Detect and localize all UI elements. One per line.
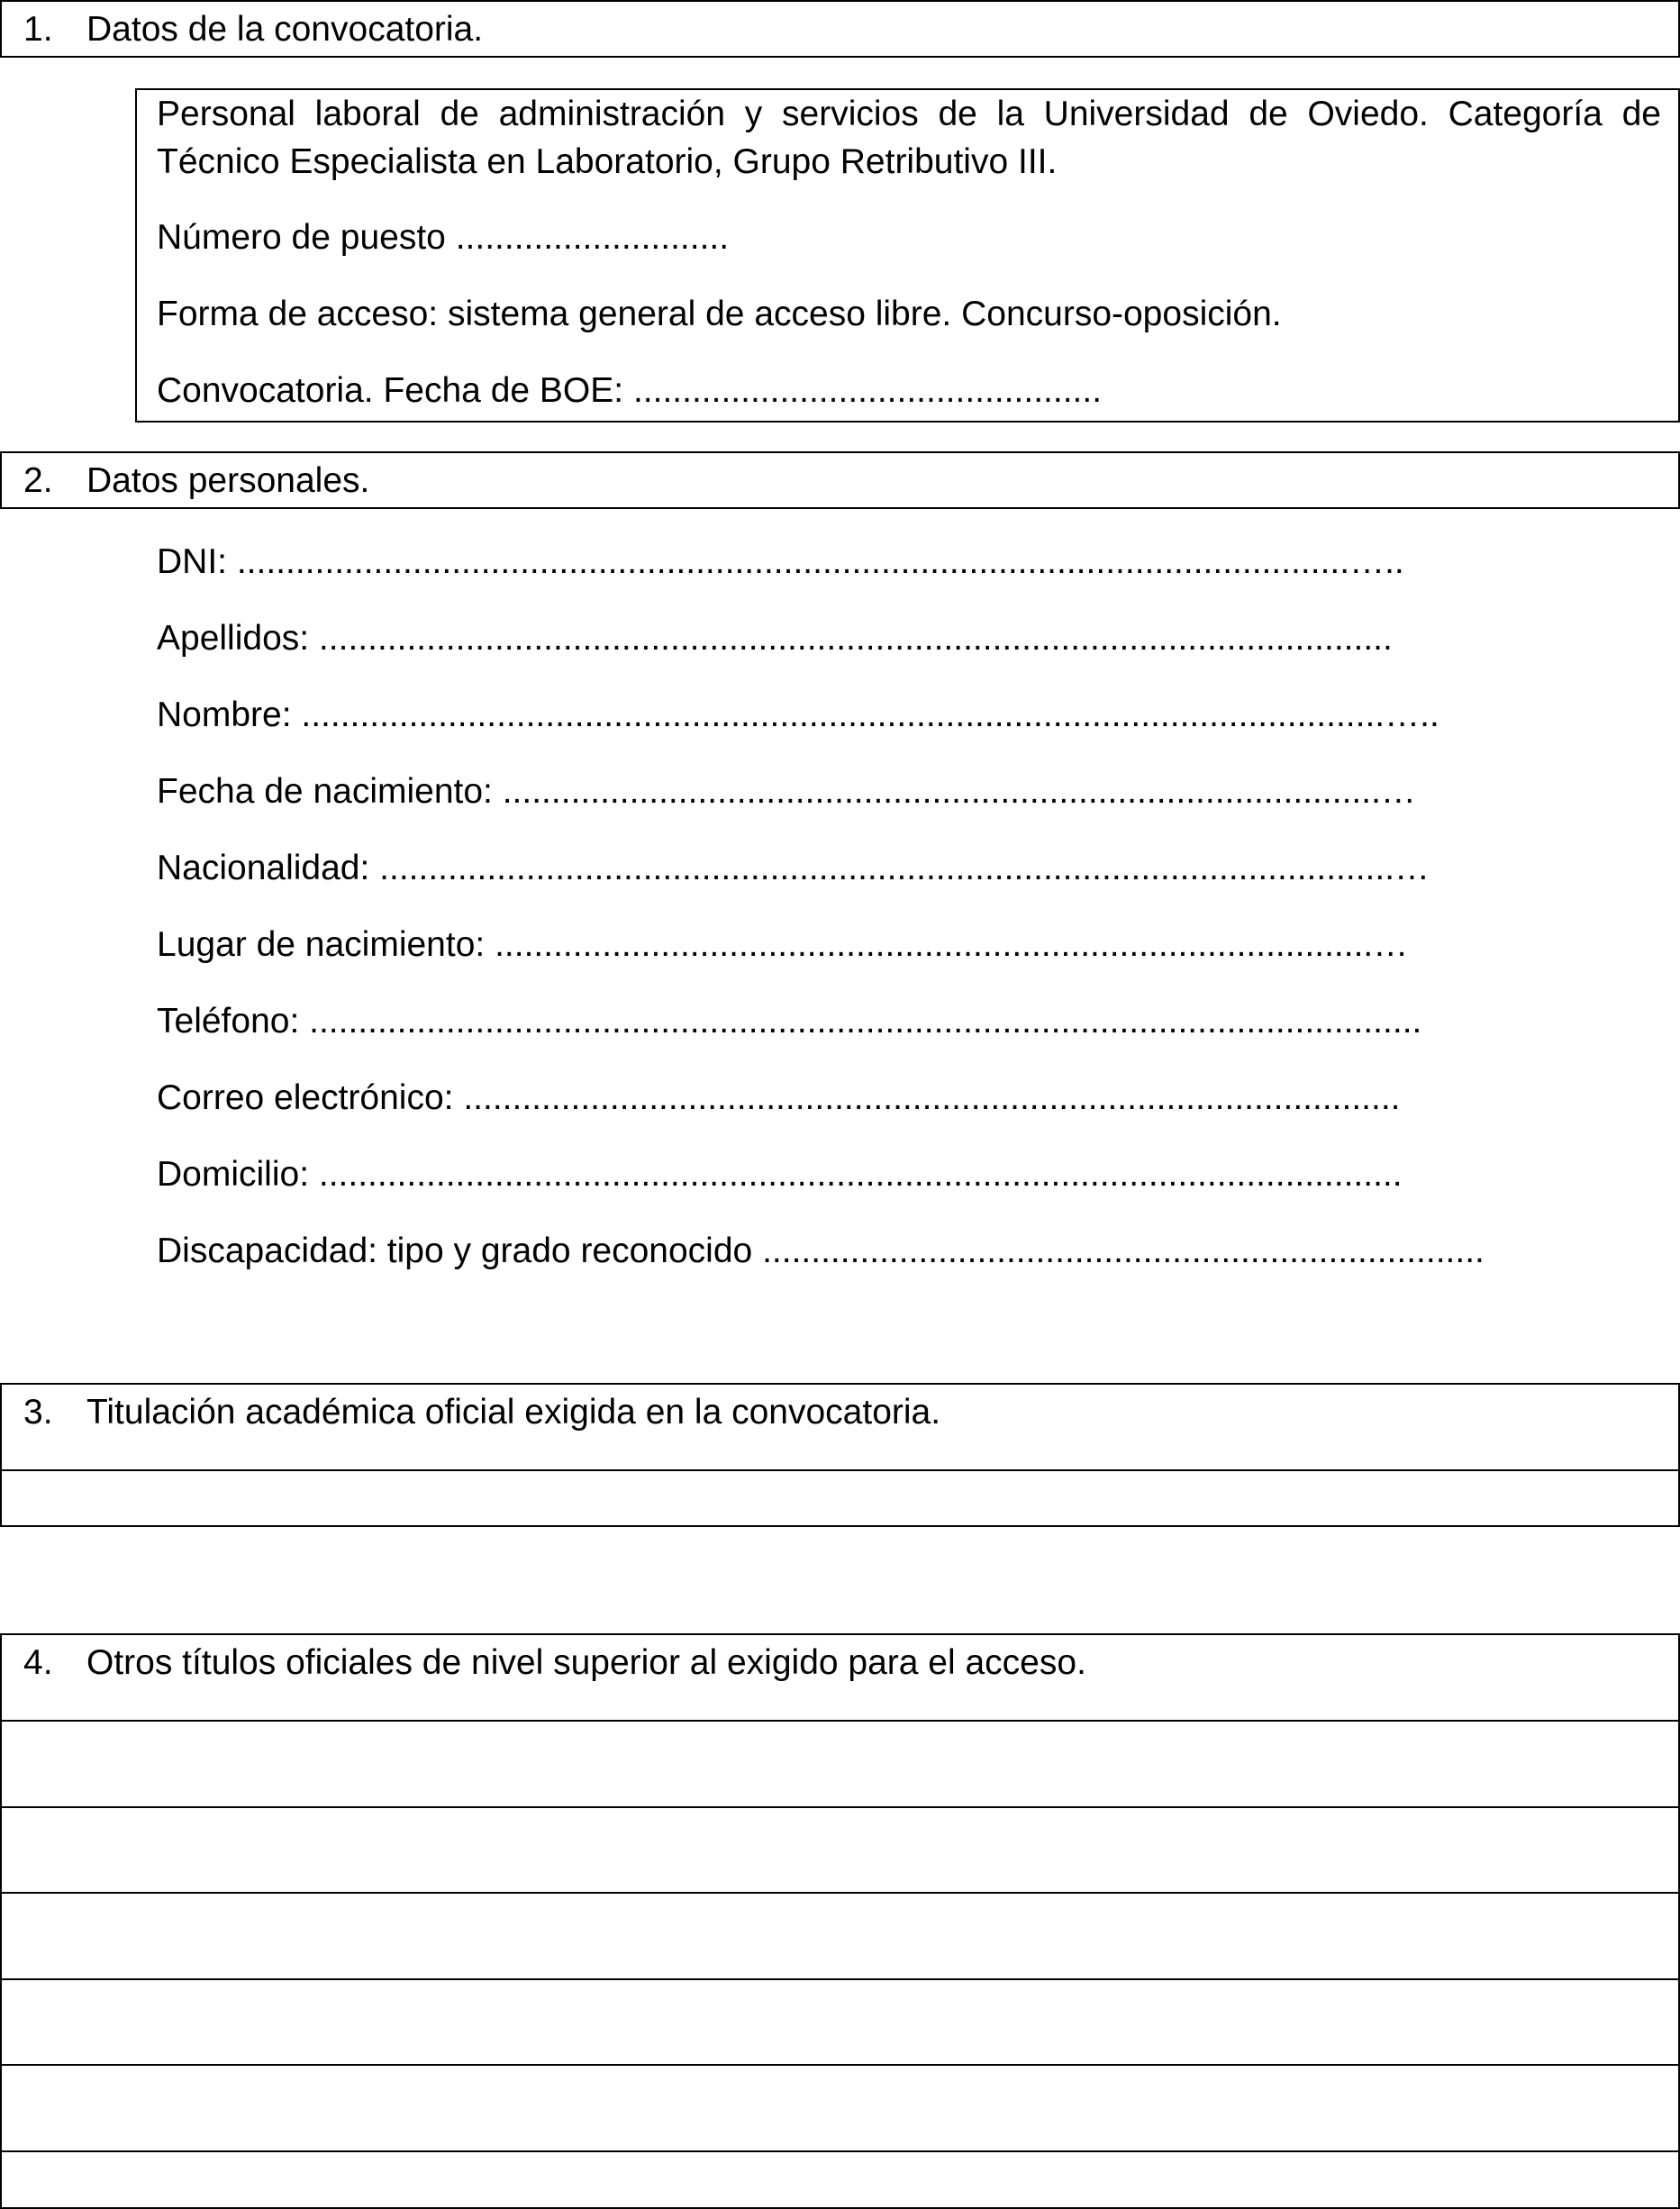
boe-field[interactable]: Convocatoria. Fecha de BOE: ................................................ xyxy=(157,371,1103,410)
section-3-table xyxy=(0,1383,1680,1527)
section-2-title: Datos personales. xyxy=(86,461,370,500)
nacionalidad-field[interactable]: Nacionalidad: ........................................................................................................… xyxy=(157,849,1430,887)
section-4-row-divider xyxy=(2,2064,1678,2066)
correo-field[interactable]: Correo electrónico: ................................................................................................ xyxy=(157,1078,1401,1117)
apellidos-field[interactable]: Apellidos: .............................................................................................................. xyxy=(157,619,1393,658)
section-4-title: Otros títulos oficiales de nivel superior al exigido para el acceso. xyxy=(86,1643,1086,1682)
section-4-number: 4. xyxy=(23,1643,53,1682)
section-4-row-divider xyxy=(2,1720,1678,1722)
section-4-row-divider xyxy=(2,2150,1678,2152)
puesto-field[interactable]: Número de puesto ............................ xyxy=(157,218,730,257)
section-3-number: 3. xyxy=(23,1393,53,1432)
section-1-header xyxy=(0,0,1680,58)
convocatoria-description: Personal laboral de administración y servicios de la Universidad de Oviedo. Categoría de Técnico Especialista en Laboratorio, Grupo Retributivo III. xyxy=(157,95,1661,181)
section-2-header xyxy=(0,451,1680,509)
nombre-field[interactable]: Nombre: ...............................................................................................................….. xyxy=(157,695,1439,734)
section-4-row-divider xyxy=(2,1806,1678,1808)
section-1-number: 1. xyxy=(23,10,53,49)
fecha-nacimiento-field[interactable]: Fecha de nacimiento: ..........................................................................................… xyxy=(157,772,1416,811)
section-2-number: 2. xyxy=(23,461,53,500)
discapacidad-field[interactable]: Discapacidad: tipo y grado reconocido .......................................................................... xyxy=(157,1232,1485,1270)
dni-field[interactable]: DNI: ..................................................................................................................….. xyxy=(157,542,1404,581)
section-4-row-divider xyxy=(2,1892,1678,1894)
section-4-row-divider xyxy=(2,1978,1678,1980)
section-3-divider xyxy=(2,1469,1678,1471)
domicilio-field[interactable]: Domicilio: ............................................................................................................... xyxy=(157,1155,1403,1194)
section-4-table xyxy=(0,1633,1680,2209)
acceso-line: Forma de acceso: sistema general de acceso libre. Concurso-oposición. xyxy=(157,295,1282,333)
section-3-title: Titulación académica oficial exigida en la convocatoria. xyxy=(86,1393,941,1432)
lugar-nacimiento-field[interactable]: Lugar de nacimiento: ..........................................................................................… xyxy=(157,925,1409,964)
telefono-field[interactable]: Teléfono: .................................................................................................................. xyxy=(157,1002,1422,1041)
section-1-title: Datos de la convocatoria. xyxy=(86,10,484,49)
